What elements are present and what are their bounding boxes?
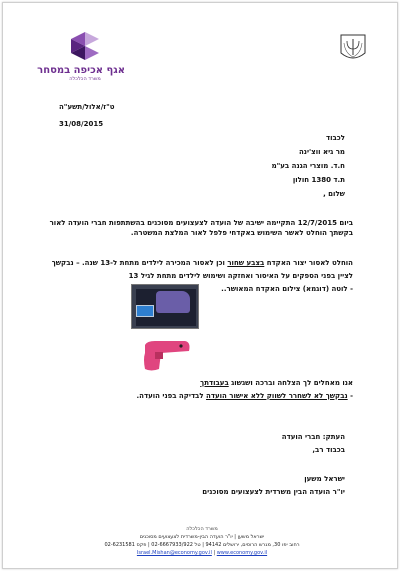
- to-label: לכבוד: [326, 134, 345, 142]
- org-name: אגף אכיפה במסחר: [37, 65, 125, 76]
- ministry-name: משרד הכלכלה: [69, 76, 101, 82]
- regards: בכבוד רב,: [312, 446, 345, 454]
- body-paragraph-3: [41, 377, 353, 403]
- p3-dash: -: [347, 392, 353, 400]
- hexagon-logo-icon: [68, 31, 102, 61]
- email-link[interactable]: Israel.Mishan@economy.gov.il: [136, 550, 212, 556]
- signer-title: יו"ר הועדה הבין משרדית לצעצועים מסוכנים: [202, 488, 345, 496]
- cc-block: [145, 431, 345, 457]
- p3-underlined-2: נבקשך לא לשחרר לשווק ללא אישור הועדה: [206, 392, 348, 400]
- ministry-logo: [37, 31, 125, 82]
- p3-text-start: אנו מאחלים לך הצלחה וברכה ושגשוג: [228, 379, 353, 387]
- recipient-block: [145, 131, 345, 187]
- hebrew-date: ט"ז/אלול/תשע"ה: [59, 103, 115, 111]
- recipient-company: ח.ד. מוצרי הגנה בע"מ: [271, 162, 345, 170]
- letter-footer: [43, 525, 361, 557]
- footer-sender: ישראל משען | יו"ר הועדה הבין-משרדית לצעצועים מסוכנים: [139, 534, 265, 540]
- p2-note: - לוטה (דוגמא) צילום האקדח המאושר..: [221, 285, 353, 293]
- cc-label: העתק: חברי הועדה: [281, 433, 345, 441]
- footer-ministry: משרד הכלכלה: [186, 526, 218, 532]
- greeting: שלום ,: [323, 190, 345, 198]
- recipient-name: מר גיא ווצ'ינה: [299, 148, 345, 156]
- pink-pepper-gun-photo: [131, 339, 199, 373]
- recipient-po-box: ת.ד 1380 חולון: [292, 176, 345, 184]
- product-package-photo: [131, 284, 199, 329]
- website-link[interactable]: www.economy.gov.il: [216, 550, 268, 556]
- letter-dates: [59, 99, 115, 133]
- state-emblem-icon: [339, 33, 367, 63]
- p2-underlined: בצבע שחור: [227, 259, 265, 267]
- p2-text-end: וכן לאסור המכירה לילדים מתחת ל-13 שנה. – נבקשך לציין בפני הספקים על האיסור ואחזקה ושימוש לילדים מתחת לגיל 13: [51, 259, 353, 280]
- p3-underlined-1: בעבודתך: [200, 379, 229, 387]
- p2-text-start: הוחלט לאסור יצור האקדח: [264, 259, 353, 267]
- signer-name: ישראל משען: [304, 475, 345, 483]
- letter-page: [2, 2, 398, 569]
- gregorian-date: 31/08/2015: [59, 120, 104, 128]
- footer-links: Israel.Mishan@economy.gov.il | www.economy.gov.il: [136, 550, 268, 556]
- p3-text-end: לבדיקה בפני הועדה.: [136, 392, 207, 400]
- body-paragraph-1: ביום 12/7/2015 התקיימה ישיבה של הועדה לצעצועים מסוכנים בהשתתפות חברי הועדה לאור בקשתך הוחלט לאשר השימוש באקדחי פלפל לאור המלצת המשטרה.: [49, 219, 353, 237]
- footer-address: רחוב יפו 30, מגרש הרוסים, ירושלים 94142 | טל 02-6667933/922 | פקס 02-6231581: [104, 542, 300, 548]
- signature-block: [85, 473, 345, 499]
